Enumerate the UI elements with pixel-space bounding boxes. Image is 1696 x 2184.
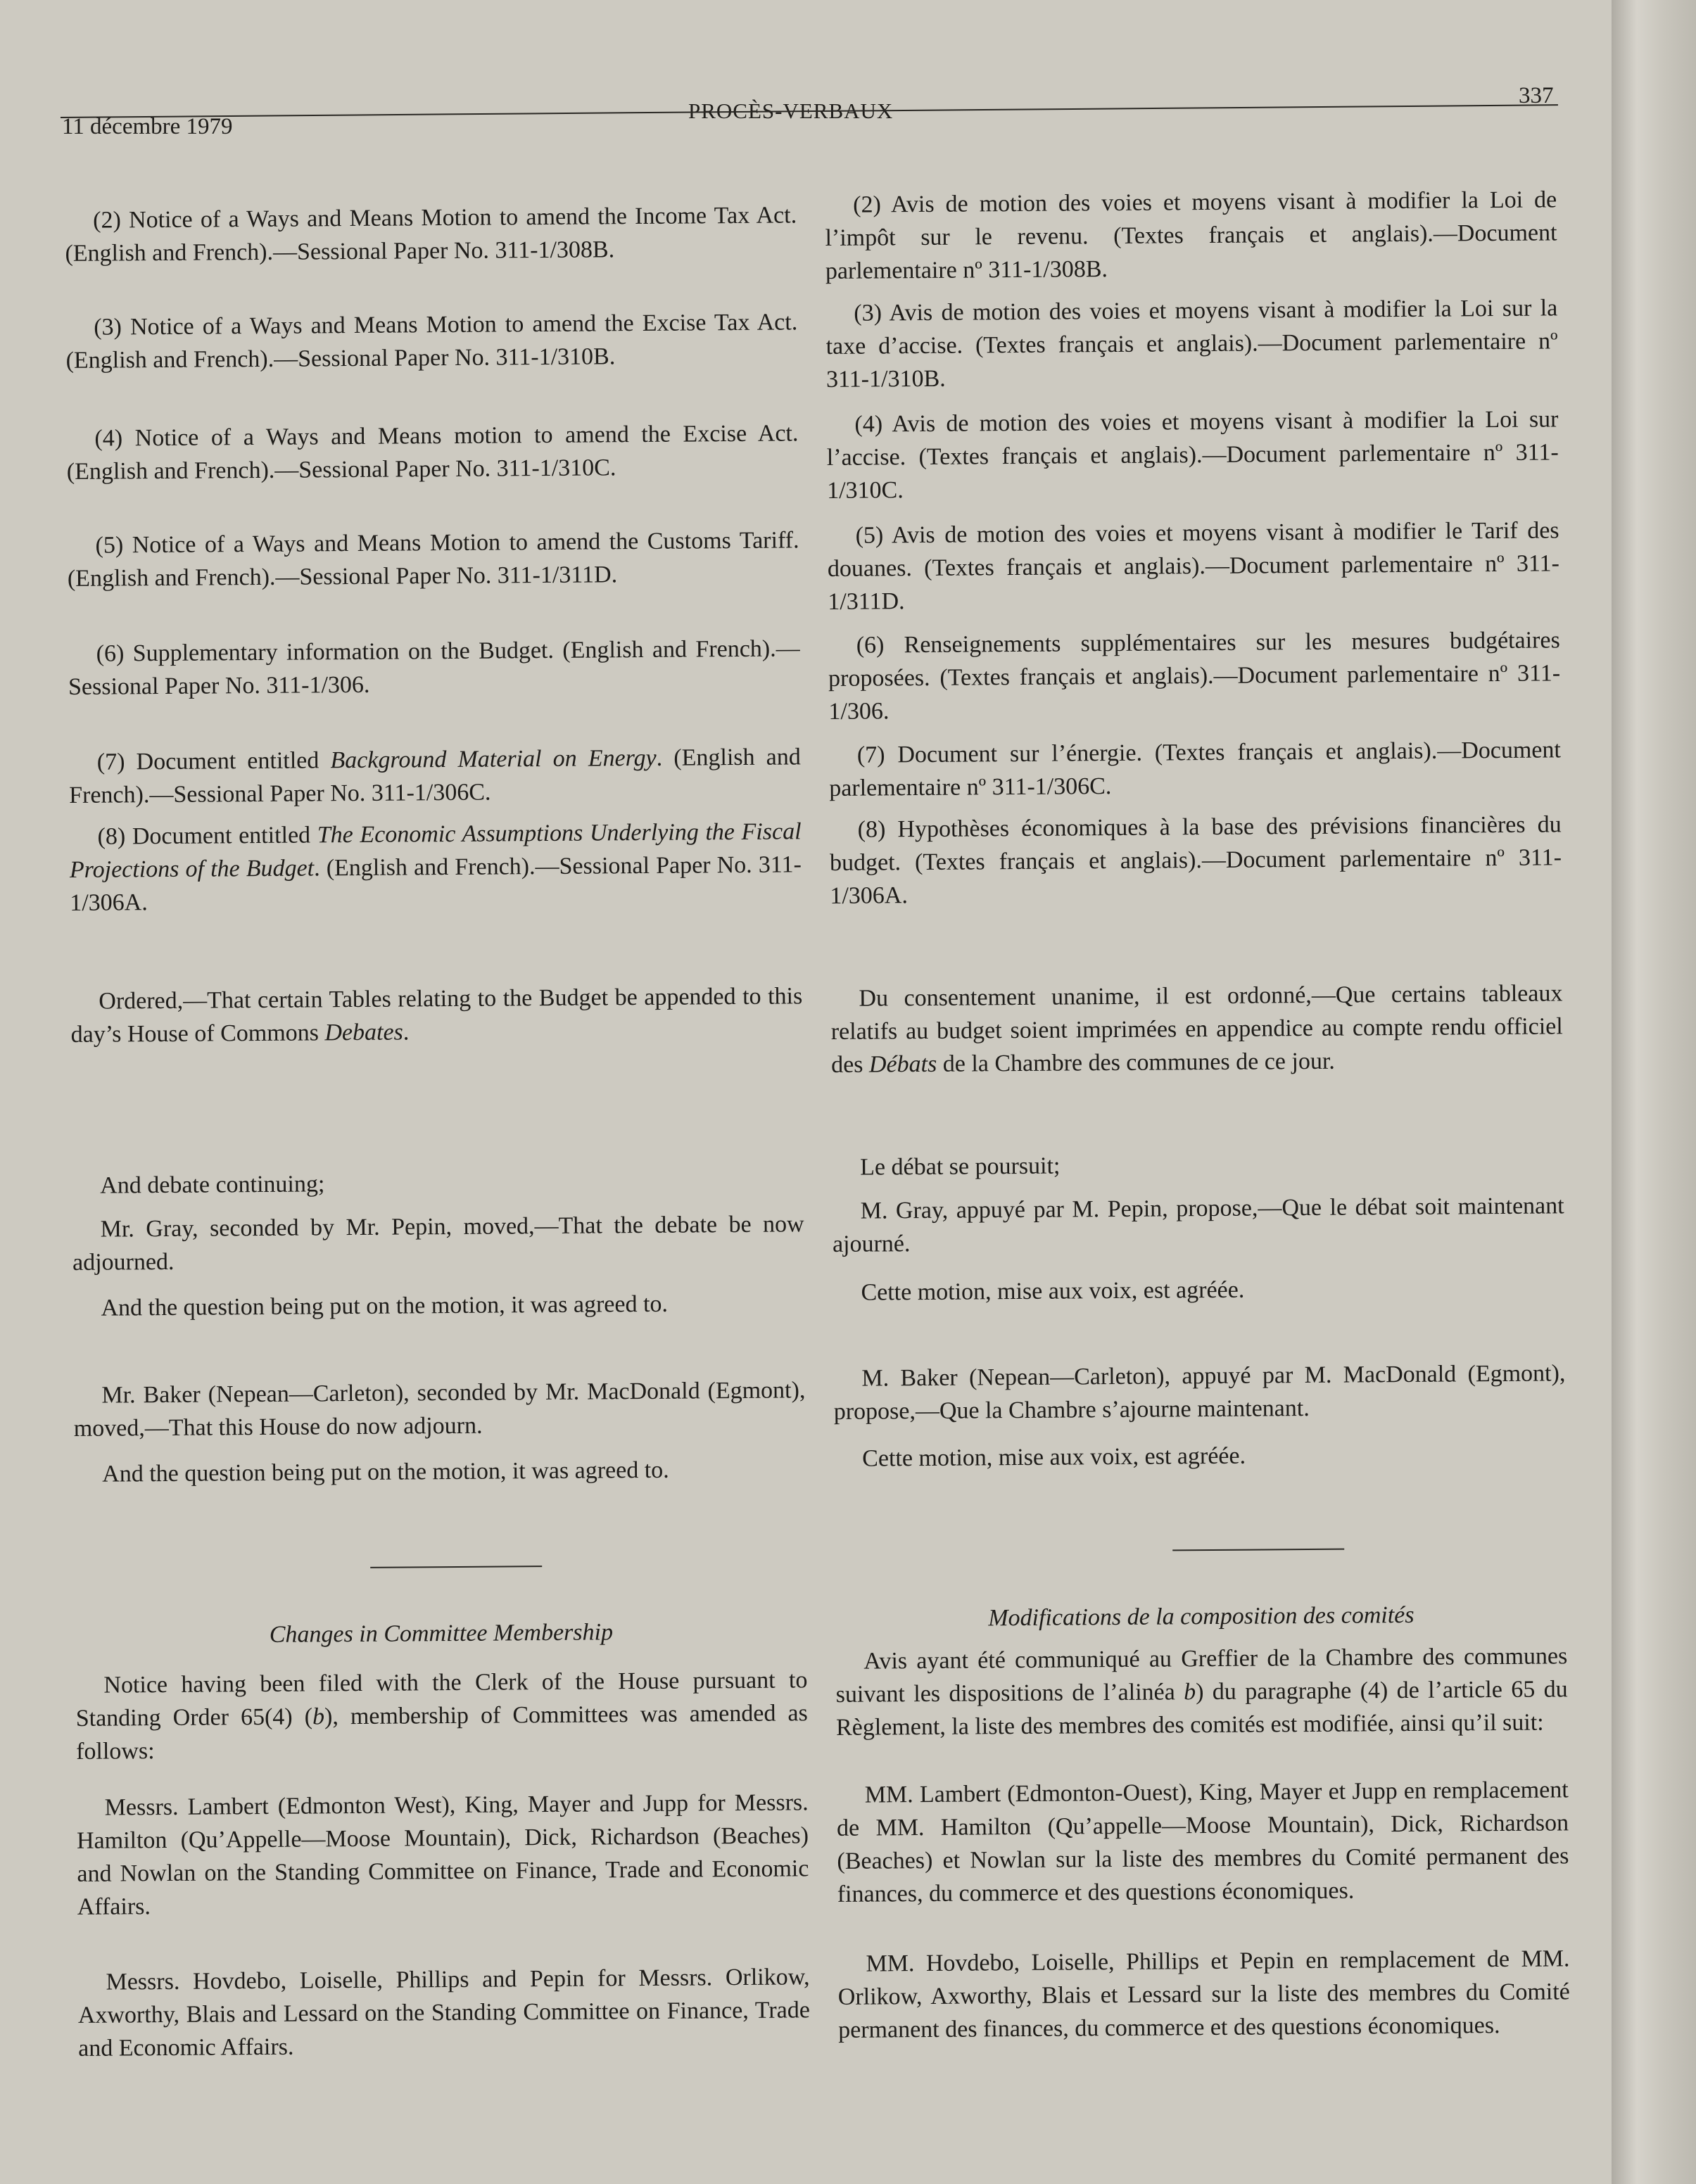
en-section-heading: Changes in Committee Membership [269, 1619, 614, 1648]
en-gray-motion: Mr. Gray, seconded by Mr. Pepin, moved,—That the debate be now adjourned. [72, 1211, 804, 1276]
en-lambert-change: Messrs. Lambert (Edmonton West), King, Mayer and Jupp for Messrs. Hamilton (Qu’Appelle—Moose Mountain), Dick, Richardson (Beaches) and Nowlan on the Standing Committee on Finance, Trade and Economic Affairs. [76, 1789, 809, 1920]
fr-item-8: (8) Hypothèses économiques à la base des prévisions financières du budget. (Textes français et anglais).—Document parlementaire nº 311-1/306A. [829, 811, 1562, 909]
fr-gray-motion: M. Gray, appuyé par M. Pepin, propose,—Que le débat soit maintenant ajourné. [832, 1193, 1564, 1257]
fr-question-1: Cette motion, mise aux voix, est agréée. [861, 1276, 1245, 1306]
fr-debate-continuing: Le débat se poursuit; [860, 1153, 1061, 1181]
en-question-1: And the question being put on the motion, it was agreed to. [101, 1290, 669, 1321]
page-edge [1612, 0, 1696, 2184]
en-baker-motion: Mr. Baker (Nepean—Carleton), seconded by Mr. MacDonald (Egmont), moved,—That this House do now adjourn. [73, 1377, 806, 1442]
fr-hovdebo-change: MM. Hovdebo, Loiselle, Phillips et Pepin en remplacement de MM. Orlikow, Axworthy, Blais et Lessard sur la liste des membres du Comité permanent des finances, du commerce et des questions économiques. [837, 1945, 1570, 2043]
fr-item-2: (2) Avis de motion des voies et moyens visant à modifier la Loi de l’impôt sur le revenu. (Textes français et anglais).—Document parlementaire nº 311-1/308B. [825, 186, 1557, 284]
fr-question-2: Cette motion, mise aux voix, est agréée. [862, 1442, 1246, 1472]
english-column [65, 198, 810, 2062]
french-column [825, 183, 1570, 2043]
fr-item-4: (4) Avis de motion des voies et moyens visant à modifier la Loi sur l’accise. (Textes français et anglais).—Document parlementaire nº 311-1/310C. [826, 406, 1559, 504]
page-number: 337 [1519, 83, 1554, 108]
en-item-8: (8) Document entitled The Economic Assumptions Underlying the Fiscal Projections of the Budget. (English and French).—Sessional Paper No. 311-1/306A. [69, 818, 802, 916]
section-divider [370, 1566, 542, 1568]
en-question-2: And the question being put on the motion, it was agreed to. [102, 1456, 669, 1487]
header-date: 11 décembre 1979 [62, 114, 233, 139]
en-notice: Notice having been filed with the Clerk of the House pursuant to Standing Order 65(4) (b), membership of Committees was amended as follows: [75, 1667, 808, 1765]
en-item-5: (5) Notice of a Ways and Means Motion to amend the Customs Tariff. (English and French).—Sessional Paper No. 311-1/311D. [67, 527, 799, 592]
section-divider [1172, 1549, 1344, 1551]
en-item-2: (2) Notice of a Ways and Means Motion to amend the Income Tax Act. (English and French).—Sessional Paper No. 311-1/308B. [65, 202, 797, 267]
en-item-3: (3) Notice of a Ways and Means Motion to amend the Excise Tax Act. (English and French).—Sessional Paper No. 311-1/310B. [65, 309, 798, 374]
fr-item-7: (7) Document sur l’énergie. (Textes français et anglais).—Document parlementaire nº 311-1/306C. [829, 737, 1562, 801]
en-item-4: (4) Notice of a Ways and Means motion to amend the Excise Act. (English and French).—Sessional Paper No. 311-1/310C. [66, 420, 799, 485]
fr-item-3: (3) Avis de motion des voies et moyens visant à modifier la Loi sur la taxe d’accise. (Textes français et anglais).—Document parlementaire nº 311-1/310B. [825, 295, 1558, 393]
en-item-6: (6) Supplementary information on the Budget. (English and French).—Sessional Paper No. 311-1/306. [68, 635, 800, 700]
fr-item-6: (6) Renseignements supplémentaires sur les mesures budgétaires proposées. (Textes français et anglais).—Document parlementaire nº 311-1/306. [828, 627, 1561, 725]
fr-lambert-change: MM. Lambert (Edmonton-Ouest), King, Mayer et Jupp en remplacement de MM. Hamilton (Qu’appelle—Moose Mountain), Dick, Richardson (Beaches) et Nowlan sur la liste des membres du Comité permanent des finances, du commerce et des questions économiques. [836, 1777, 1569, 1907]
fr-ordered: Du consentement unanime, il est ordonné,—Que certains tableaux relatifs au budget soient imprimées en appendice au compte rendu officiel des Débats de la Chambre des communes de ce jour. [830, 980, 1563, 1078]
fr-notice: Avis ayant été communiqué au Greffier de la Chambre des communes suivant les dispositions de l’alinéa b) du paragraphe (4) de l’article 65 du Règlement, la liste des membres des comités est modifiée, ainsi qu’il suit: [835, 1643, 1568, 1741]
en-ordered: Ordered,—That certain Tables relating to the Budget be appended to this day’s House of Commons Debates. [70, 983, 803, 1048]
header-title: PROCÈS-VERBAUX [688, 99, 894, 123]
en-debate-continuing: And debate continuing; [100, 1171, 325, 1199]
fr-item-5: (5) Avis de motion des voies et moyens visant à modifier le Tarif des douanes. (Textes français et anglais).—Document parlementaire nº 311-1/311D. [827, 517, 1560, 615]
fr-section-heading: Modifications de la composition des comités [988, 1601, 1415, 1632]
en-item-7: (7) Document entitled Background Material on Energy. (English and French).—Sessional Paper No. 311-1/306C. [69, 744, 801, 808]
fr-baker-motion: M. Baker (Nepean—Carleton), appuyé par M. MacDonald (Egmont), propose,—Que la Chambre s’ajourne maintenant. [833, 1360, 1566, 1425]
en-hovdebo-change: Messrs. Hovdebo, Loiselle, Phillips and Pepin for Messrs. Orlikow, Axworthy, Blais and Lessard on the Standing Committee on Finance, Trade and Economic Affairs. [77, 1964, 810, 2062]
